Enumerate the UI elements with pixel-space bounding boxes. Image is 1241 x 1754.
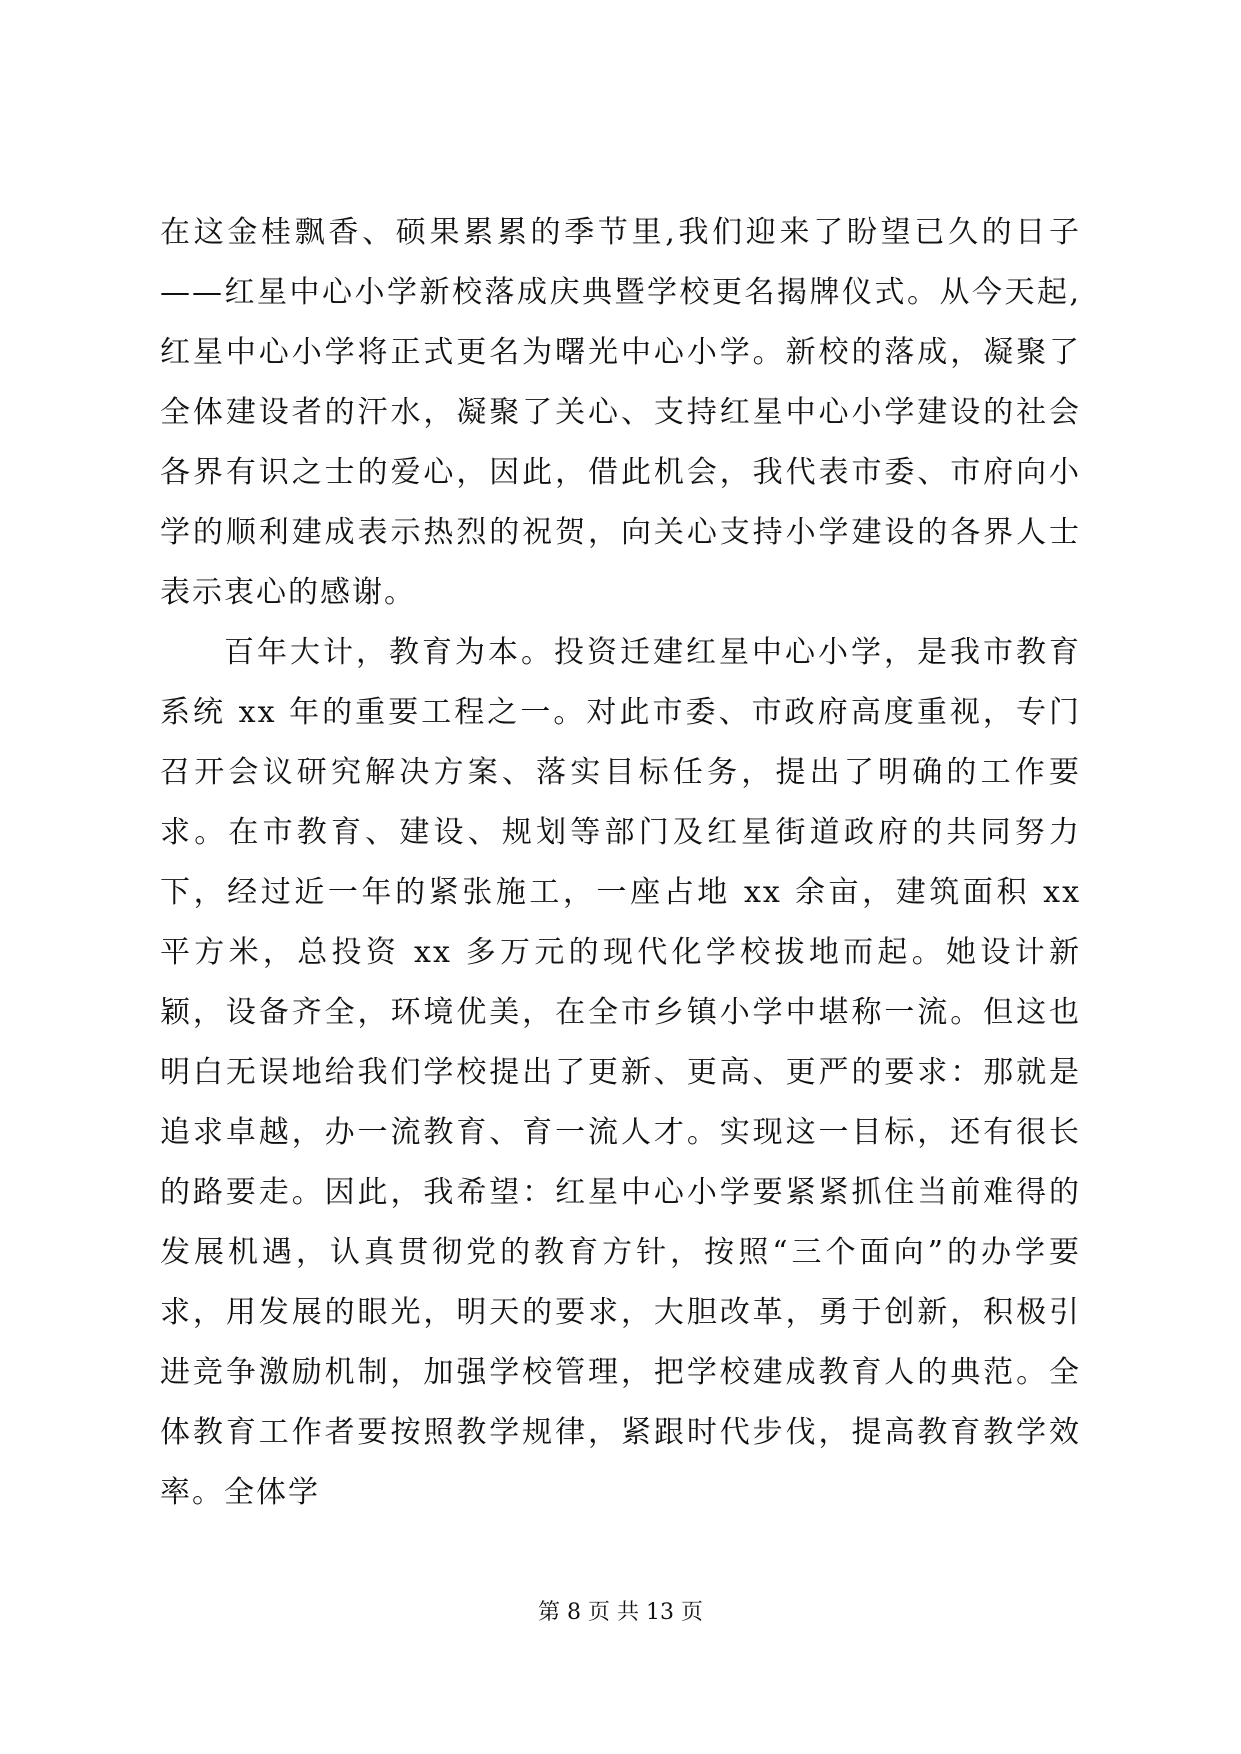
paragraph-1: 在这金桂飘香、硕果累累的季节里,我们迎来了盼望已久的日子——红星中心小学新校落成庆典暨学校更名揭牌仪式。从今天起,红星中心小学将正式更名为曙光中心小学。新校的落成，凝聚了全体建设者的汗水，凝聚了关心、支持红星中心小学建设的社会各界有识之士的爱心，因此，借此机会，我代表市委、市府向小学的顺利建成表示热烈的祝贺，向关心支持小学建设的各界人士表示衷心的感谢。 (160, 215, 1081, 610)
page-footer: 第 8 页 共 13 页 (538, 1600, 703, 1625)
document-body (160, 203, 1081, 1523)
paragraph-2: 百年大计，教育为本。投资迁建红星中心小学，是我市教育系统 xx 年的重要工程之一。对此市委、市政府高度重视，专门召开会议研究解决方案、落实目标任务，提出了明确的工作要求。在市教育、建设、规划等部门及红星街道政府的共同努力下，经过近一年的紧张施工，一座占地 xx 余亩，建筑面积 xx 平方米，总投资 xx 多万元的现代化学校拔地而起。她设计新颖，设备齐全，环境优美，在全市乡镇小学中堪称一流。但这也明白无误地给我们学校提出了更新、更高、更严的要求：那就是追求卓越，办一流教育、育一流人才。实现这一目标，还有很长的路要走。因此，我希望：红星中心小学要紧紧抓住当前难得的发展机遇，认真贯彻党的教育方针，按照“三个面向”的办学要求，用发展的眼光，明天的要求，大胆改革，勇于创新，积极引进竞争激励机制，加强学校管理，把学校建成教育人的典范。全体教育工作者要按照教学规律，紧跟时代步伐，提高教育教学效率。全体学 (160, 635, 1081, 1510)
